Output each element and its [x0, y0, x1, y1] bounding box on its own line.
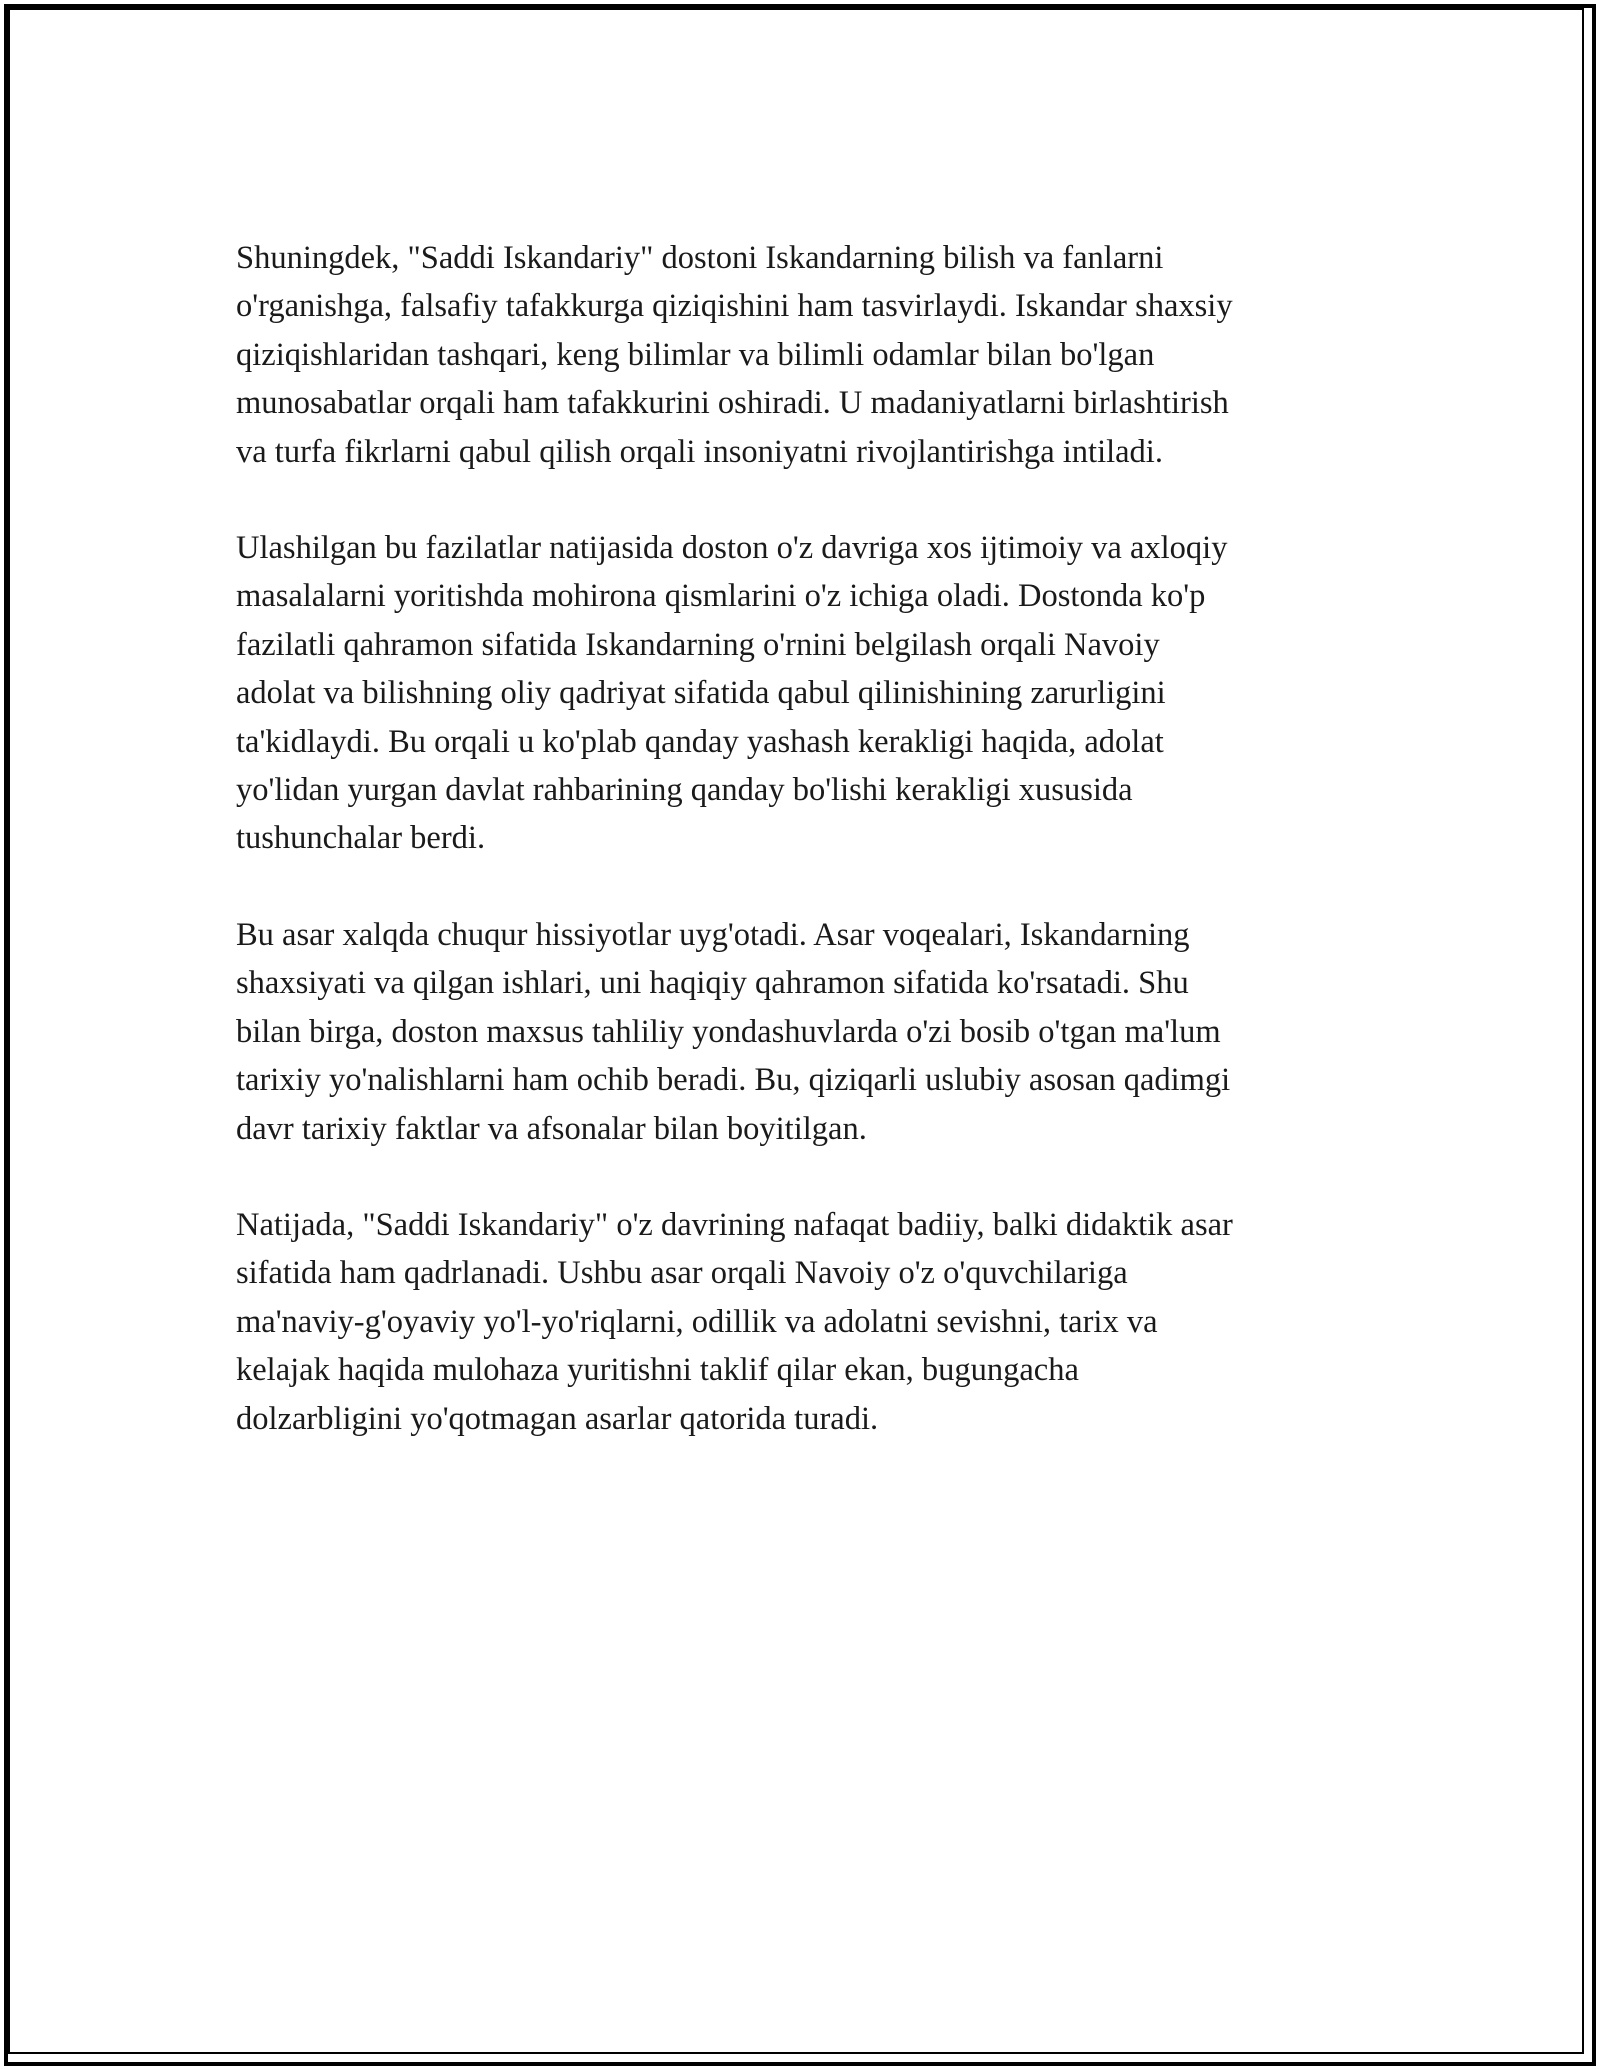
text-line: fazilatli qahramon sifatida Iskandarning o'rnini belgilash orqali Navoiy	[236, 626, 1160, 663]
document-body	[236, 234, 1376, 1491]
text-line: kelajak haqida mulohaza yuritishni taklif qilar ekan, bugungacha	[236, 1352, 1079, 1389]
paragraph-1	[236, 234, 1376, 476]
paragraph-3	[236, 911, 1376, 1153]
text-line: davr tarixiy faktlar va afsonalar bilan boyitilgan.	[236, 1110, 867, 1147]
text-line: shaxsiyati va qilgan ishlari, uni haqiqiy qahramon sifatida ko'rsatadi. Shu	[236, 965, 1189, 1002]
text-line: Natijada, "Saddi Iskandariy" o'z davrining nafaqat badiiy, balki didaktik asar	[236, 1206, 1233, 1243]
paragraph-2	[236, 524, 1376, 863]
paragraph-4	[236, 1201, 1376, 1443]
text-line: dolzarbligini yo'qotmagan asarlar qatorida turadi.	[236, 1400, 879, 1437]
text-line: tarixiy yo'nalishlarni ham ochib beradi. Bu, qiziqarli uslubiy asosan qadimgi	[236, 1062, 1231, 1099]
text-line: masalalarni yoritishda mohirona qismlarini o'z ichiga oladi. Dostonda ko'p	[236, 578, 1206, 615]
text-line: Ulashilgan bu fazilatlar natijasida doston o'z davriga xos ijtimoiy va axloqiy	[236, 530, 1228, 567]
text-line: yo'lidan yurgan davlat rahbarining qanday bo'lishi kerakligi xususida	[236, 772, 1133, 809]
text-line: qiziqishlaridan tashqari, keng bilimlar va bilimli odamlar bilan bo'lgan	[236, 336, 1155, 373]
text-line: adolat va bilishning oliy qadriyat sifatida qabul qilinishining zarurligini	[236, 675, 1166, 712]
text-line: ta'kidlaydi. Bu orqali u ko'plab qanday yashash kerakligi haqida, adolat	[236, 723, 1164, 760]
text-line: munosabatlar orqali ham tafakkurini oshiradi. U madaniyatlarni birlashtirish	[236, 385, 1229, 422]
text-line: va turfa fikrlarni qabul qilish orqali insoniyatni rivojlantirishga intiladi.	[236, 433, 1163, 470]
text-line: sifatida ham qadrlanadi. Ushbu asar orqali Navoiy o'z o'quvchilariga	[236, 1255, 1128, 1292]
text-line: Shuningdek, "Saddi Iskandariy" dostoni Iskandarning bilish va fanlarni	[236, 240, 1164, 276]
text-line: o'rganishga, falsafiy tafakkurga qiziqishini ham tasvirlaydi. Iskandar shaxsiy	[236, 288, 1233, 325]
text-line: tushunchalar berdi.	[236, 820, 486, 857]
text-line: bilan birga, doston maxsus tahliliy yondashuvlarda o'zi bosib o'tgan ma'lum	[236, 1013, 1221, 1050]
text-line: ma'naviy-g'oyaviy yo'l-yo'riqlarni, odillik va adolatni sevishni, tarix va	[236, 1303, 1158, 1340]
text-line: Bu asar xalqda chuqur hissiyotlar uyg'otadi. Asar voqealari, Iskandarning	[236, 916, 1190, 953]
